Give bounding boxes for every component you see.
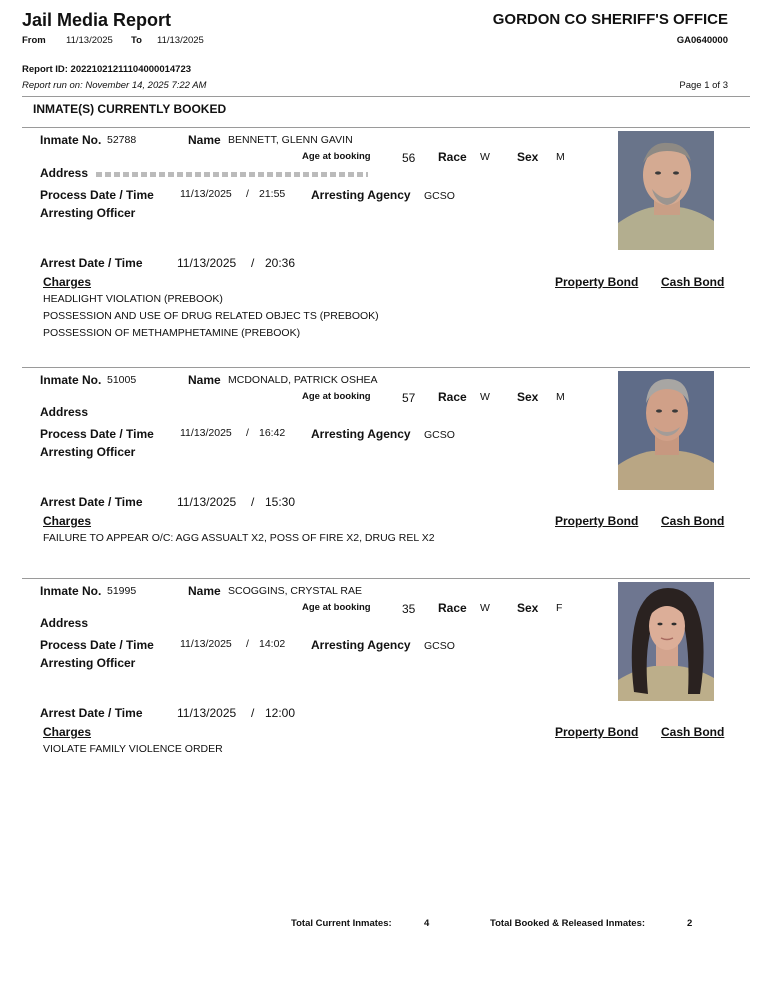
report-id: Report ID: 20221021211104000014723	[22, 64, 192, 75]
charges-label: Charges	[43, 275, 92, 289]
arrest-date-label: Arrest Date / Time	[40, 495, 143, 509]
process-date-value: 11/13/2025	[180, 638, 232, 650]
inmate-record	[0, 368, 773, 578]
total-booked-released-label: Total Booked & Released Inmates:	[490, 918, 646, 929]
mugshot-photo	[618, 582, 714, 701]
process-time-value: 21:55	[259, 188, 286, 200]
inmate-record	[0, 579, 773, 789]
arrest-date-label: Arrest Date / Time	[40, 256, 143, 270]
age-label: Age at booking	[302, 602, 371, 613]
arrest-date-value: 11/13/2025	[177, 495, 237, 509]
arrest-time-value: 15:30	[265, 495, 296, 509]
name-label: Name	[188, 584, 221, 598]
race-value: W	[480, 391, 490, 403]
arrest-slash: /	[251, 495, 255, 509]
arresting-agency-value: GCSO	[424, 190, 455, 202]
cash-bond-label: Cash Bond	[661, 514, 725, 528]
arresting-officer-label: Arresting Officer	[40, 656, 136, 670]
arrest-date-value: 11/13/2025	[177, 706, 237, 720]
inmate-no-label: Inmate No.	[40, 584, 102, 598]
arrest-time-value: 12:00	[265, 706, 296, 720]
arrest-date-label: Arrest Date / Time	[40, 706, 143, 720]
name-label: Name	[188, 133, 221, 147]
race-label: Race	[438, 601, 467, 615]
arresting-officer-label: Arresting Officer	[40, 445, 136, 459]
age-value: 35	[402, 602, 416, 616]
name-value: MCDONALD, PATRICK OSHEA	[228, 374, 378, 386]
arrest-slash: /	[251, 706, 255, 720]
charges-label: Charges	[43, 725, 92, 739]
age-value: 57	[402, 391, 416, 405]
sex-value: F	[556, 602, 563, 614]
arresting-agency-label: Arresting Agency	[311, 427, 411, 441]
from-date: 11/13/2025	[66, 35, 113, 46]
process-time-value: 14:02	[259, 638, 286, 650]
arresting-agency-label: Arresting Agency	[311, 638, 411, 652]
cash-bond-label: Cash Bond	[661, 725, 725, 739]
inmate-no-value: 51005	[107, 374, 137, 386]
process-date-label: Process Date / Time	[40, 638, 154, 652]
race-value: W	[480, 602, 490, 614]
arresting-officer-label: Arresting Officer	[40, 206, 136, 220]
sex-label: Sex	[517, 150, 539, 164]
header-divider	[22, 96, 750, 97]
name-label: Name	[188, 373, 221, 387]
agency-name: GORDON CO SHERIFF'S OFFICE	[492, 11, 728, 28]
address-label: Address	[40, 405, 89, 419]
inmate-no-value: 52788	[107, 134, 137, 146]
name-value: BENNETT, GLENN GAVIN	[228, 134, 353, 146]
process-date-label: Process Date / Time	[40, 427, 154, 441]
mugshot-photo	[618, 371, 714, 490]
arrest-slash: /	[251, 256, 255, 270]
inmate-no-label: Inmate No.	[40, 133, 102, 147]
property-bond-label: Property Bond	[555, 275, 639, 289]
total-current-value: 4	[424, 918, 430, 929]
to-label: To	[131, 35, 142, 46]
arrest-date-value: 11/13/2025	[177, 256, 237, 270]
sex-value: M	[556, 151, 565, 163]
name-value: SCOGGINS, CRYSTAL RAE	[228, 585, 363, 597]
arresting-agency-value: GCSO	[424, 640, 455, 652]
sex-value: M	[556, 391, 565, 403]
process-slash: /	[246, 188, 249, 200]
charges-label: Charges	[43, 514, 92, 528]
age-label: Age at booking	[302, 151, 371, 162]
total-current-label: Total Current Inmates:	[291, 918, 392, 929]
address-redacted	[96, 172, 368, 177]
race-label: Race	[438, 150, 467, 164]
to-date: 11/13/2025	[157, 35, 204, 46]
property-bond-label: Property Bond	[555, 725, 639, 739]
sex-label: Sex	[517, 390, 539, 404]
age-label: Age at booking	[302, 391, 371, 402]
page-indicator: Page 1 of 3	[679, 80, 728, 91]
race-value: W	[480, 151, 490, 163]
agency-code: GA0640000	[676, 35, 728, 46]
report-run-on: Report run on: November 14, 2025 7:22 AM	[22, 80, 207, 91]
process-date-value: 11/13/2025	[180, 188, 232, 200]
process-slash: /	[246, 427, 249, 439]
from-label: From	[22, 35, 46, 46]
charge-item: HEADLIGHT VIOLATION (PREBOOK)	[43, 293, 223, 305]
inmate-record	[0, 128, 773, 338]
property-bond-label: Property Bond	[555, 514, 639, 528]
sex-label: Sex	[517, 601, 539, 615]
arresting-agency-value: GCSO	[424, 429, 455, 441]
report-title: Jail Media Report	[22, 10, 172, 30]
race-label: Race	[438, 390, 467, 404]
process-time-value: 16:42	[259, 427, 286, 439]
total-booked-released-value: 2	[687, 918, 693, 929]
address-label: Address	[40, 616, 89, 630]
address-label: Address	[40, 166, 89, 180]
charge-item: FAILURE TO APPEAR O/C: AGG ASSUALT X2, POSS OF FIRE X2, DRUG REL X2	[43, 532, 435, 544]
arrest-time-value: 20:36	[265, 256, 296, 270]
process-date-label: Process Date / Time	[40, 188, 154, 202]
age-value: 56	[402, 151, 416, 165]
arresting-agency-label: Arresting Agency	[311, 188, 411, 202]
section-heading: INMATE(S) CURRENTLY BOOKED	[33, 102, 227, 116]
inmate-no-label: Inmate No.	[40, 373, 102, 387]
mugshot-photo	[618, 131, 714, 250]
process-slash: /	[246, 638, 249, 650]
cash-bond-label: Cash Bond	[661, 275, 725, 289]
charge-item: VIOLATE FAMILY VIOLENCE ORDER	[43, 743, 223, 755]
charge-item: POSSESSION AND USE OF DRUG RELATED OBJEC TS (PREBOOK)	[43, 310, 379, 322]
process-date-value: 11/13/2025	[180, 427, 232, 439]
inmate-no-value: 51995	[107, 585, 137, 597]
charge-item: POSSESSION OF METHAMPHETAMINE (PREBOOK)	[43, 327, 301, 339]
